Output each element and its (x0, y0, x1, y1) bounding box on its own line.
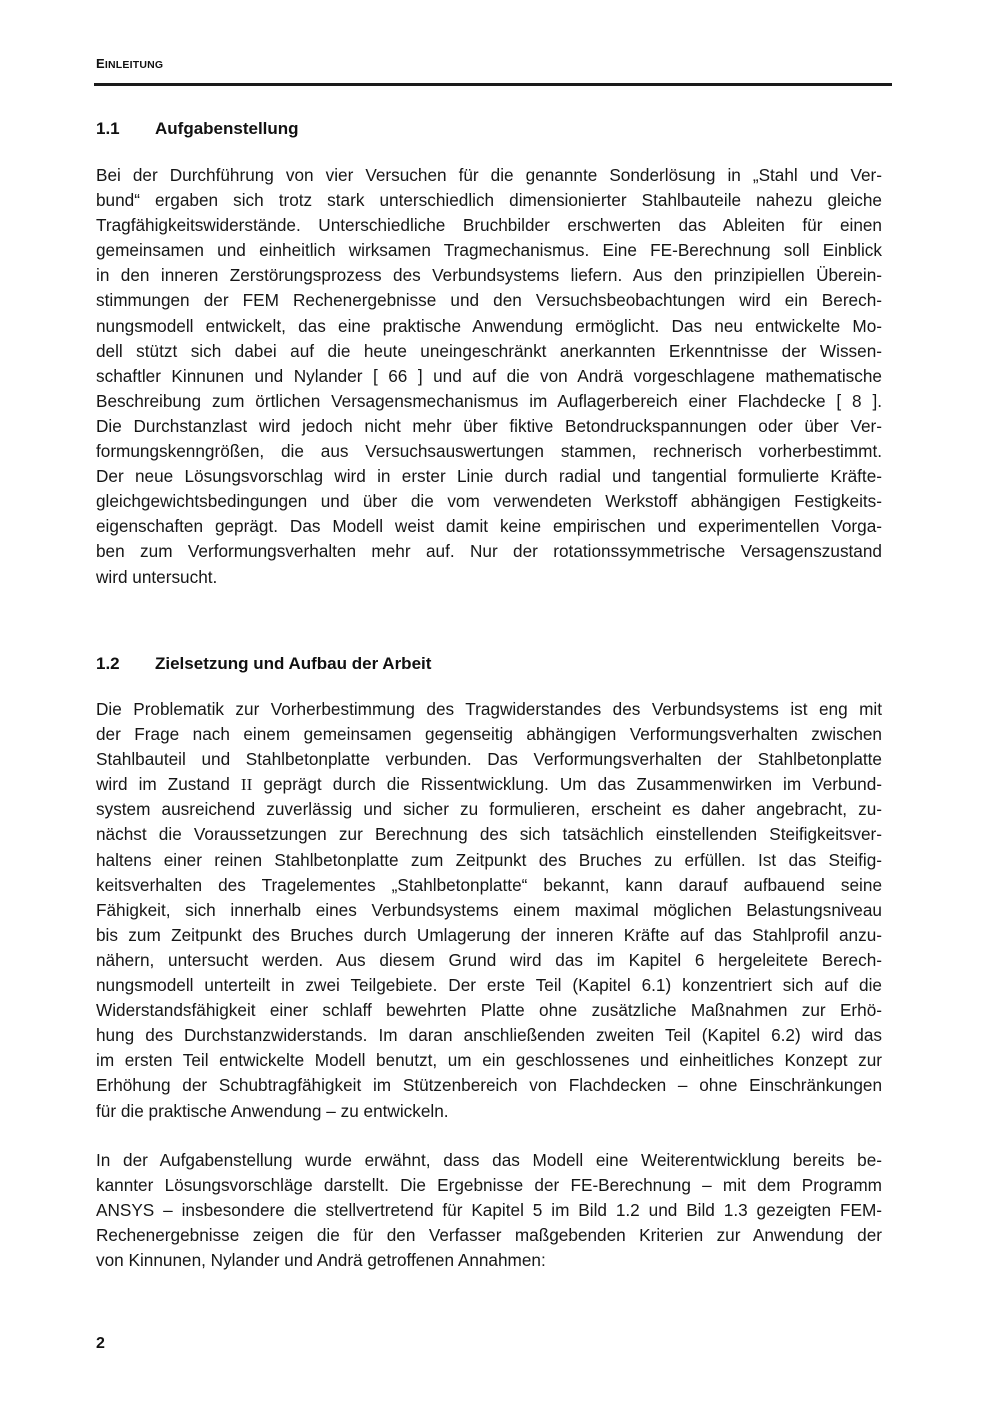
section-title: Zielsetzung und Aufbau der Arbeit (155, 654, 432, 673)
text-line: Rechenergebnisse zeigen die für den Verfasser maßgebenden Kriterien zur Anwendung der (96, 1225, 882, 1246)
text-line: system ausreichend zuverlässig und sicher zu formulieren, erscheint es daher angebracht, zu- (96, 799, 882, 820)
text-line: haltens einer reinen Stahlbetonplatte zum Zeitpunkt des Bruches zu erfüllen. Ist das Steifig- (96, 849, 882, 870)
text-line: Der neue Lösungsvorschlag wird in erster Linie durch radial und tangential formulierte Kräfte- (96, 466, 882, 487)
text-line: Widerstandsfähigkeit einer schlaff bewehrten Platte ohne zusätzliche Maßnahmen zur Erhö- (96, 1000, 882, 1021)
text-line: nungsmodell entwickelt, das eine praktische Anwendung ermöglicht. Das neu entwickelte Mo- (96, 315, 882, 336)
text-line: In der Aufgabenstellung wurde erwähnt, dass das Modell eine Weiterentwicklung bereits be- (96, 1150, 882, 1170)
text-line: Die Problematik zur Vorherbestimmung des Tragwiderstandes des Verbundsystems ist eng mit (96, 699, 882, 719)
text-line: der Frage nach einem gemeinsamen gegenseitig abhängigen Verformungsverhalten zwischen (96, 724, 882, 745)
text-line: wird untersucht. (96, 566, 218, 587)
text-line: eigenschaften geprägt. Das Modell weist damit keine empirischen und experimentellen Vorga- (96, 516, 882, 537)
text-line: ben zum Verformungsverhalten mehr auf. Nur der rotationssymmetrische Versagenszustand (96, 541, 882, 562)
paragraph-1-1 (96, 163, 882, 590)
text-line: hung des Durchstanzwiderstands. Im daran anschließenden zweiten Teil (Kapitel 6.2) wird das (96, 1025, 882, 1046)
text-line: nungsmodell unterteilt in zwei Teilgebiete. Der erste Teil (Kapitel 6.1) konzentriert sich auf die (96, 975, 882, 996)
text-line: im ersten Teil entwickelte Modell benutzt, um ein geschlossenes und einheitliches Konzept zur (96, 1050, 882, 1071)
text-line: dell stützt sich dabei auf die heute uneingeschränkt anerkannten Erkenntnisse der Wissen- (96, 340, 882, 361)
text-line: kannter Lösungsvorschläge darstellt. Die Ergebnisse der FE-Berechnung – mit dem Programm (96, 1175, 882, 1196)
text-fragment: wird im Zustand (96, 774, 241, 795)
text-line-with-roman (96, 772, 882, 797)
text-line: nähern, untersucht werden. Aus diesem Grund wird das im Kapitel 6 hergeleitete Berech- (96, 949, 882, 970)
running-header (96, 56, 163, 71)
text-line: Tragfähigkeitswiderstände. Unterschiedliche Bruchbilder erschwerten das Ableiten für einen (96, 215, 882, 236)
page-number: 2 (96, 1335, 105, 1352)
running-header-rest: INLEITUNG (104, 59, 164, 71)
header-rule (94, 83, 892, 86)
text-line: gemeinsamen und einheitlich wirksamen Tragmechanismus. Eine FE-Berechnung soll Einblick (96, 240, 882, 261)
text-line: für die praktische Anwendung – zu entwickeln. (96, 1100, 449, 1121)
text-line: gleichgewichtsbedingungen und über die vom verwendeten Werkstoff abhängigen Festigkeits- (96, 491, 882, 512)
paragraph-1-2-a (96, 697, 882, 1124)
text-line: ANSYS – insbesondere die stellvertretend für Kapitel 5 im Bild 1.2 und Bild 1.3 gezeigten FEM- (96, 1200, 882, 1221)
text-line: Fähigkeit, sich innerhalb eines Verbundsystems einem maximal möglichen Belastungsniveau (96, 899, 882, 920)
text-line: schaftler Kinnunen und Nylander [ 66 ] und auf die von Andrä vorgeschlagene mathematische (96, 365, 882, 386)
section-heading-1-2 (96, 654, 431, 674)
text-line: nächst die Voraussetzungen zur Berechnung des sich tatsächlich einstellenden Steifigkeitsver- (96, 824, 882, 845)
text-line: formungskenngrößen, die aus Versuchsauswertungen stammen, rechnerisch vorherbestimmt. (96, 441, 882, 462)
text-line: Stahlbauteil und Stahlbetonplatte verbunden. Das Verformungsverhalten der Stahlbetonplatte (96, 749, 882, 770)
section-number: 1.2 (96, 654, 120, 673)
running-header-initial: E (96, 56, 105, 71)
section-heading-1-1 (96, 119, 299, 139)
text-line: keitsverhalten des Tragelementes „Stahlbetonplatte“ bekannt, kann darauf aufbauend seine (96, 874, 882, 895)
text-line: stimmungen der FEM Rechenergebnisse und den Versuchsbeobachtungen wird ein Berech- (96, 290, 882, 311)
text-line: in den inneren Zerstörungsprozess des Verbundsystems liefern. Aus den prinzipiellen Überein- (96, 265, 882, 286)
text-line: Bei der Durchführung von vier Versuchen für die genannte Sonderlösung in „Stahl und Ver- (96, 165, 882, 185)
text-line: von Kinnunen, Nylander und Andrä getroffenen Annahmen: (96, 1250, 546, 1271)
text-line: bund“ ergaben sich trotz stark unterschiedlich dimensionierter Stahlbauteile nahezu gleiche (96, 190, 882, 211)
text-line: bis zum Zeitpunkt des Bruches durch Umlagerung der inneren Kräfte auf das Stahlprofil anzu- (96, 924, 882, 945)
text-line: Die Durchstanzlast wird jedoch nicht mehr über fiktive Betondruckspannungen oder über Ver- (96, 415, 882, 436)
section-number: 1.1 (96, 119, 120, 138)
roman-numeral: II (240, 775, 253, 795)
text-line: Beschreibung zum örtlichen Versagensmechanismus im Auflagerbereich einer Flachdecke [ 8 ]. (96, 390, 882, 411)
paragraph-1-2-b (96, 1148, 882, 1273)
section-title: Aufgabenstellung (155, 119, 299, 138)
text-fragment: geprägt durch die Rissentwicklung. Um das Zusammenwirken im Verbund- (252, 774, 882, 795)
text-line: Erhöhung der Schubtragfähigkeit im Stützenbereich von Flachdecken – ohne Einschränkungen (96, 1075, 882, 1096)
